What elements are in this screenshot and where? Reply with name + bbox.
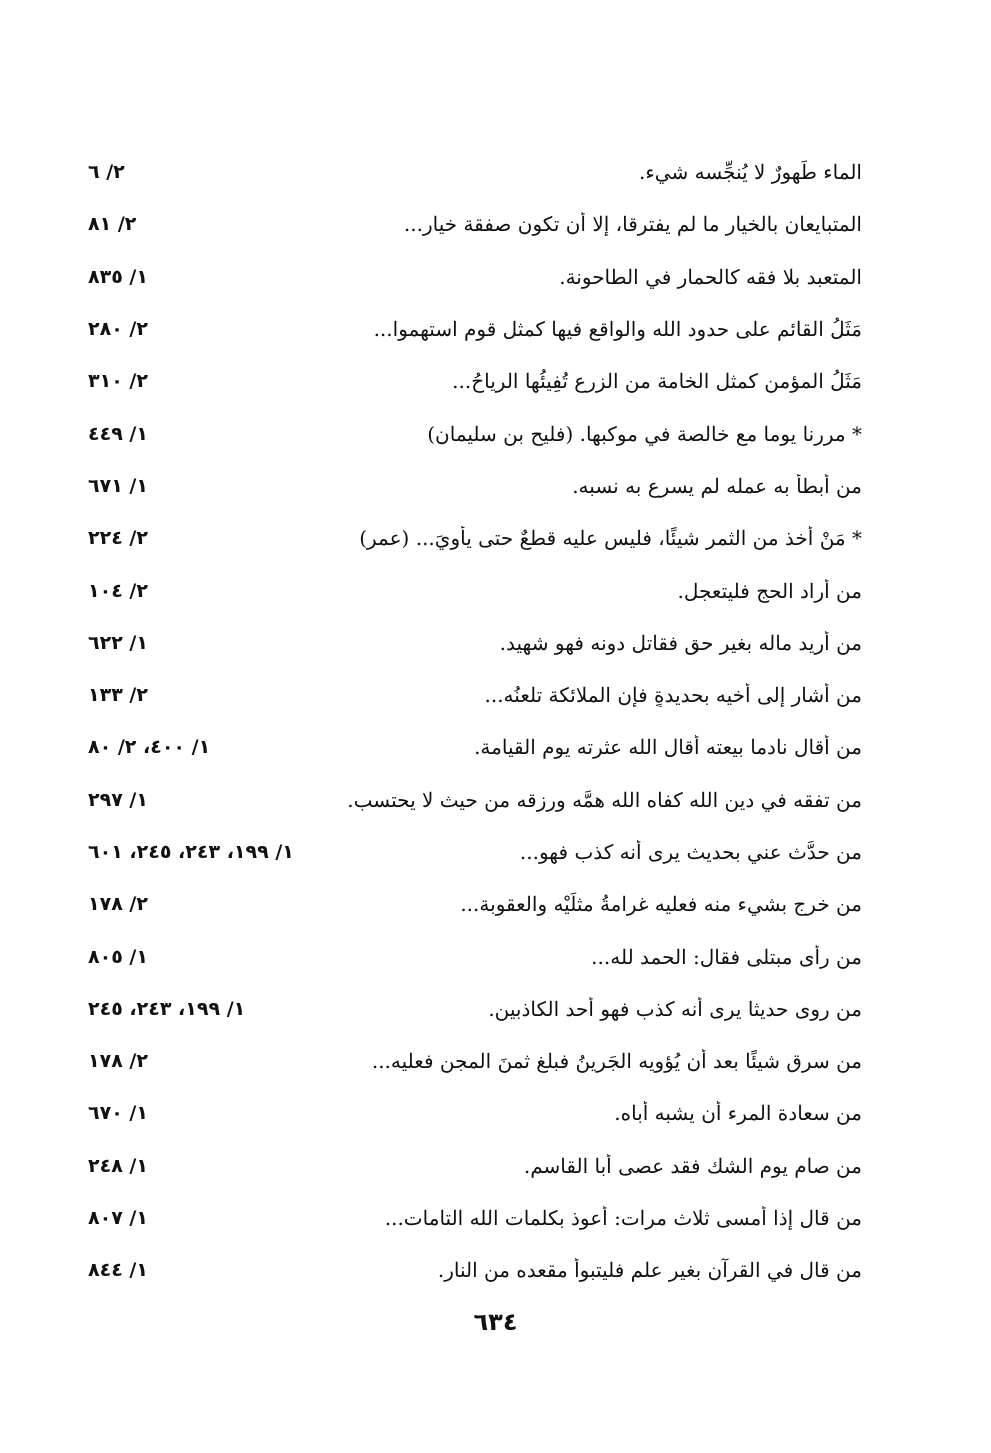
entry-text: من حدَّث عني بحديث يرى أنه كذب فهو...	[519, 840, 862, 864]
entry-reference: ٢/ ١٧٨	[88, 893, 148, 916]
entry-reference: ٢/ ٦	[88, 161, 125, 184]
index-entry	[88, 930, 862, 982]
index-entry	[88, 198, 862, 250]
index-entry	[88, 878, 862, 930]
entry-text: المتبايعان بالخيار ما لم يفترقا، إلا أن تكون صفقة خيار...	[403, 212, 862, 237]
entry-reference: ١/ ٨٣٥	[88, 265, 148, 288]
entry-text: الماء طَهورٌ لا يُنجِّسه شيء.	[639, 160, 862, 185]
hadith-index-list	[88, 146, 862, 1297]
entry-reference: ١/ ٨٠٧	[88, 1207, 148, 1230]
entry-text: من خرج بشيء منه فعليه غرامةُ مثلَيْه والعقوبة...	[460, 892, 862, 917]
page-number: ٦٣٤	[473, 1308, 518, 1336]
entry-reference: ١/ ٤٤٩	[88, 422, 148, 445]
index-entry	[88, 460, 862, 512]
entry-reference: ١/ ٦٢٢	[88, 631, 148, 654]
index-entry	[88, 721, 862, 773]
entry-text: من قال إذا أمسى ثلاث مرات: أعوذ بكلمات الله التامات...	[384, 1206, 862, 1231]
entry-reference: ١/ ١٩٩، ٢٤٣، ٢٤٥	[88, 997, 246, 1020]
entry-text: من رأى مبتلى فقال: الحمد لله...	[591, 944, 862, 969]
entry-reference: ٢/ ٢٢٤	[88, 527, 148, 550]
index-entry	[88, 407, 862, 459]
entry-text: * مررنا يوما مع خالصة في موكبها. (فليح بن سليمان)	[427, 421, 862, 446]
entry-text: من أراد الحج فليتعجل.	[677, 578, 862, 603]
entry-reference: ٢/ ٨١	[88, 213, 137, 236]
entry-text: من صام يوم الشك فقد عصى أبا القاسم.	[523, 1153, 862, 1178]
index-entry	[88, 669, 862, 721]
index-entry	[88, 146, 862, 198]
index-entry	[88, 355, 862, 407]
entry-reference: ٢/ ١٣٣	[88, 684, 148, 707]
index-entry	[88, 564, 862, 616]
entry-reference: ١/ ٢٤٨	[88, 1154, 148, 1177]
index-entry	[88, 1140, 862, 1192]
entry-reference: ١/ ٨٤٤	[88, 1259, 148, 1282]
entry-text: من أقال نادما بيعته أقال الله عثرته يوم القيامة.	[474, 735, 862, 760]
entry-text: من سرق شيئًا بعد أن يُؤويه الجَرينُ فبلغ ثمنَ المجن فعليه...	[371, 1049, 862, 1074]
index-entry	[88, 826, 862, 878]
entry-reference: ١/ ٦٧١	[88, 474, 148, 497]
index-entry	[88, 303, 862, 355]
entry-text: من سعادة المرء أن يشبه أباه.	[614, 1101, 862, 1126]
entry-text: * مَنْ أخذ من الثمر شيئًا، فليس عليه قطعٌ حتى يأويَ... (عمر)	[359, 526, 862, 551]
entry-reference: ١/ ٦٧٠	[88, 1102, 148, 1125]
entry-reference: ٢/ ١٧٨	[88, 1050, 148, 1073]
entry-text: مَثَلُ القائمِ على حدود الله والواقعِ فيها كمثل قومٍ استهموا...	[373, 317, 862, 342]
index-entry	[88, 1244, 862, 1296]
index-entry	[88, 1192, 862, 1244]
entry-text: من أبطأ به عمله لم يسرع به نسبه.	[572, 473, 862, 498]
entry-text: من روى حديثا يرى أنه كذب فهو أحد الكاذبين.	[488, 996, 862, 1021]
entry-reference: ٢/ ٣١٠	[88, 370, 148, 393]
entry-text: من أشار إلى أخيه بحديدةٍ فإن الملائكة تلعنُه...	[484, 683, 862, 708]
entry-text: مَثَلُ المؤمنِ كمثل الخامة من الزرع تُفِيئُها الرياحُ...	[452, 369, 862, 394]
entry-reference: ٢/ ٢٨٠	[88, 318, 148, 341]
entry-reference: ١/ ٢٩٧	[88, 788, 148, 811]
index-entry	[88, 617, 862, 669]
index-entry	[88, 774, 862, 826]
entry-reference: ١/ ٤٠٠، ٢/ ٨٠	[88, 736, 211, 759]
entry-text: من قال في القرآن بغير علم فليتبوأ مقعده من النار.	[437, 1258, 862, 1283]
entry-reference: ٢/ ١٠٤	[88, 579, 148, 602]
entry-text: المتعبد بلا فقه كالحمار في الطاحونة.	[559, 264, 862, 289]
entry-text: من أريد ماله بغير حق فقاتل دونه فهو شهيد.	[499, 630, 862, 655]
index-entry	[88, 1087, 862, 1139]
index-entry	[88, 983, 862, 1035]
entry-reference: ١/ ٨٠٥	[88, 945, 148, 968]
index-entry	[88, 251, 862, 303]
entry-text: من تفقه في دين الله كفاه الله همَّه ورزقه من حيث لا يحتسب.	[347, 787, 862, 812]
index-entry	[88, 512, 862, 564]
entry-reference: ١/ ١٩٩، ٢٤٣، ٢٤٥، ٦٠١	[88, 841, 294, 863]
index-entry	[88, 1035, 862, 1087]
